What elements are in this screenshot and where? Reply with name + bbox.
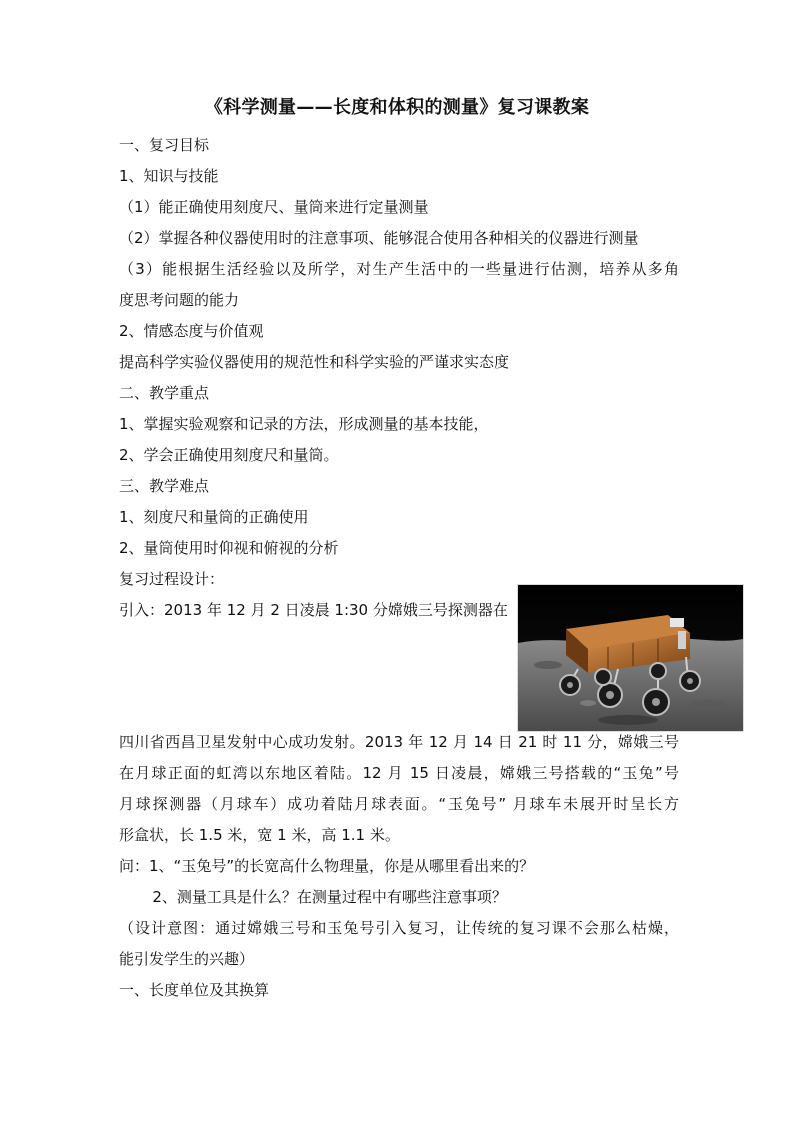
intro-paragraph-line-5: 形盒状，长 1.5 米，宽 1 米，高 1.1 米。: [119, 826, 400, 844]
document-title: 《科学测量——长度和体积的测量》复习课教案: [204, 97, 590, 118]
goal-item-2: （2）掌握各种仪器使用时的注意事项、能够混合使用各种相关的仪器进行测量: [119, 229, 639, 247]
section-heading-length-units: 一、长度单位及其换算: [119, 981, 270, 999]
key-point-1: 1、掌握实验观察和记录的方法，形成测量的基本技能，: [119, 415, 489, 433]
goal-item-1: （1）能正确使用刻度尺、量筒来进行定量测量: [119, 198, 429, 216]
subheading-attitude-values: 2、情感态度与价值观: [119, 322, 264, 340]
design-intent: （设计意图：通过嫦娥三号和玉兔号引入复习，让传统的复习课不会那么枯燥，: [119, 919, 679, 937]
design-intent-continued: 能引发学生的兴趣）: [119, 950, 255, 968]
intro-paragraph-line-3: 在月球正面的虹湾以东地区着陆。12 月 15 日凌晨，嫦娥三号搭载的“玉兔”号: [119, 764, 679, 782]
attitude-text: 提高科学实验仪器使用的规范性和科学实验的严谨求实态度: [119, 353, 510, 371]
intro-paragraph-line-4: 月球探测器（月球车）成功着陆月球表面。“玉兔号” 月球车未展开时呈长方: [119, 795, 679, 813]
section-heading-review-goals: 一、复习目标: [119, 136, 210, 154]
rover-illustration-icon: [518, 585, 743, 731]
difficulty-1: 1、刻度尺和量筒的正确使用: [119, 508, 309, 526]
key-point-2: 2、学会正确使用刻度尺和量筒。: [119, 446, 339, 464]
goal-item-3-continued: 度思考问题的能力: [119, 291, 240, 309]
subheading-knowledge-skills: 1、知识与技能: [119, 167, 219, 185]
question-1: 问：1、“玉兔号”的长宽高什么物理量，你是从哪里看出来的？: [119, 857, 535, 875]
section-heading-key-points: 二、教学重点: [119, 384, 210, 402]
rover-photo: [517, 584, 744, 732]
intro-paragraph-line-2: 四川省西昌卫星发射中心成功发射。2013 年 12 月 14 日 21 时 11 分，嫦娥三号: [119, 733, 679, 751]
goal-item-3: （3）能根据生活经验以及所学，对生产生活中的一些量进行估测，培养从多角: [119, 260, 679, 278]
difficulty-2: 2、量筒使用时仰视和俯视的分析: [119, 539, 339, 557]
question-2: 2、测量工具是什么？在测量过程中有哪些注意事项？: [119, 888, 507, 906]
intro-paragraph-start: 引入：2013 年 12 月 2 日凌晨 1:30 分嫦娥三号探测器在: [119, 601, 508, 619]
process-design-heading: 复习过程设计：: [119, 570, 225, 588]
section-heading-difficulties: 三、教学难点: [119, 477, 210, 495]
